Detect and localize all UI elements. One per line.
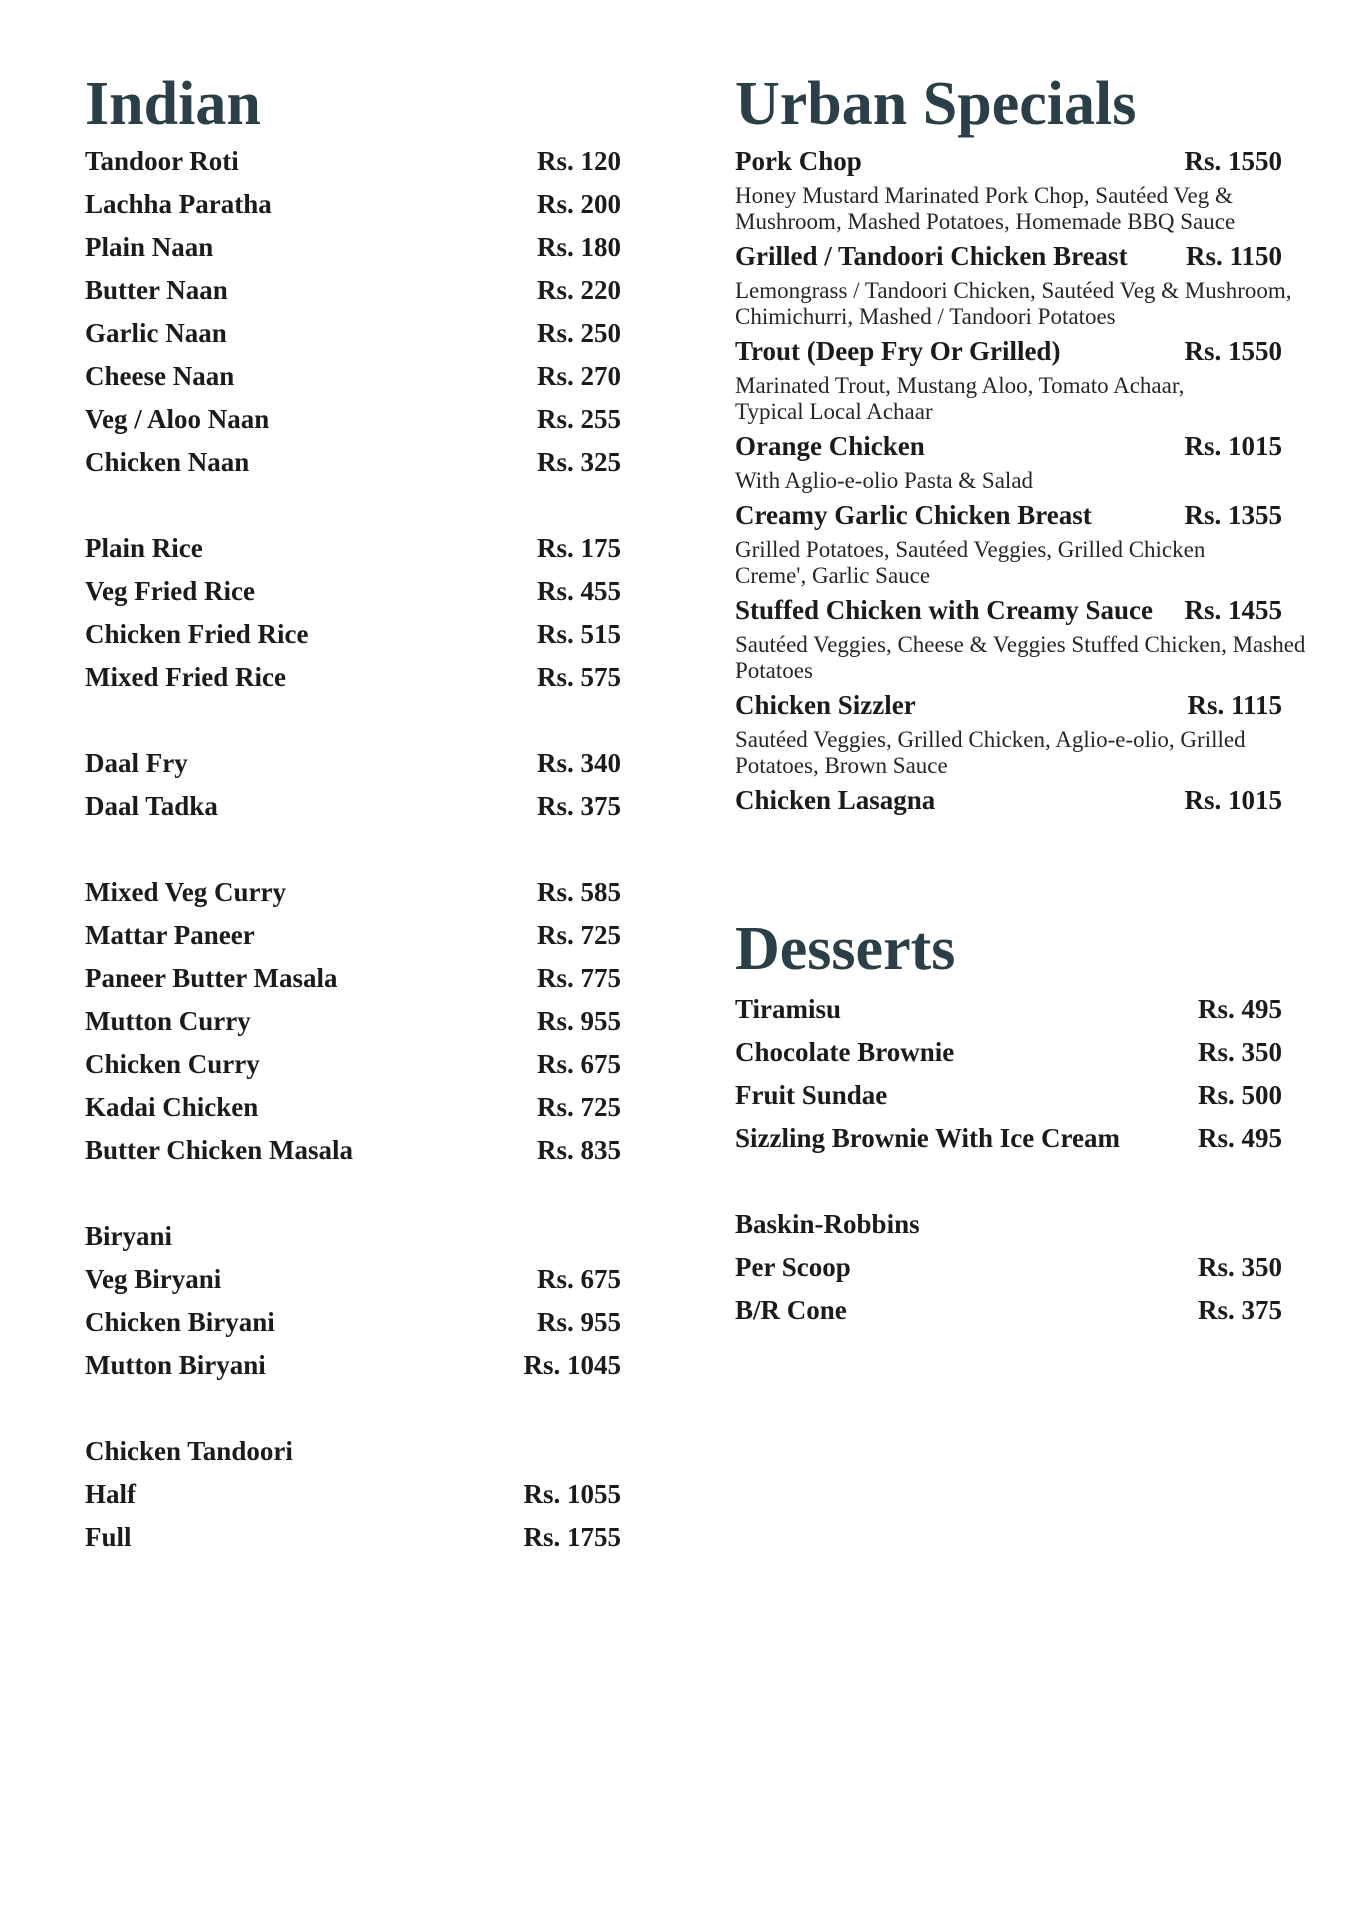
item-price: Rs. 500 [1197, 1080, 1282, 1110]
item-price: Rs. 1015 [1184, 431, 1282, 461]
menu-group [85, 1430, 621, 1559]
item-name: Chicken Sizzler [735, 690, 916, 720]
menu-item-row [735, 140, 1282, 183]
menu-entry [735, 684, 1282, 779]
menu-entry [735, 425, 1282, 494]
item-price: Rs. 1115 [1187, 690, 1282, 720]
section-title-urban-specials: Urban Specials [735, 70, 1137, 138]
section-urban-specials [735, 70, 1306, 822]
item-price: Rs. 1055 [523, 1479, 621, 1509]
item-name: Pork Chop [735, 146, 862, 176]
item-name: Trout (Deep Fry Or Grilled) [735, 336, 1061, 366]
menu-item-row [85, 527, 621, 570]
item-name: Creamy Garlic Chicken Breast [735, 500, 1092, 530]
indian-item-list [85, 140, 621, 1559]
section-title-indian: Indian [85, 70, 261, 138]
menu-entry [735, 330, 1282, 425]
item-price: Rs. 1355 [1184, 500, 1282, 530]
menu-item-row [85, 570, 621, 613]
menu-group [85, 1215, 621, 1387]
item-description-line: Sautéed Veggies, Cheese & Veggies Stuffed Chicken, Mashed [735, 632, 1306, 657]
item-price: Rs. 375 [536, 791, 621, 821]
urban-specials-entry-list [735, 140, 1306, 822]
item-price: Rs. 340 [536, 748, 621, 778]
menu-item-row [85, 785, 621, 828]
item-name: Fruit Sundae [735, 1080, 888, 1110]
item-description-line: Grilled Potatoes, Sautéed Veggies, Grilled Chicken [735, 537, 1206, 562]
item-name: Garlic Naan [85, 318, 227, 348]
subheader-label: Baskin-Robbins [735, 1209, 920, 1239]
menu-item-row [85, 183, 621, 226]
menu-entry [735, 235, 1292, 330]
menu-group [85, 140, 621, 484]
item-description-line: With Aglio-e-olio Pasta & Salad [735, 468, 1034, 493]
item-name: Butter Naan [85, 275, 228, 305]
right-column [735, 0, 1306, 1920]
item-name: Mattar Paneer [85, 920, 255, 950]
item-name: Veg Fried Rice [85, 576, 255, 606]
item-name: Veg Biryani [85, 1264, 222, 1294]
menu-entry [735, 779, 1282, 822]
item-price: Rs. 255 [536, 404, 621, 434]
menu-item-row [85, 1516, 621, 1559]
menu-item-row [735, 330, 1282, 373]
section-title-desserts: Desserts [735, 915, 956, 983]
item-name: Sizzling Brownie With Ice Cream [735, 1123, 1120, 1153]
item-price: Rs. 200 [536, 189, 621, 219]
item-price: Rs. 1455 [1184, 595, 1282, 625]
menu-item-row [735, 235, 1282, 278]
item-price: Rs. 1755 [523, 1522, 621, 1552]
item-description-line: Chimichurri, Mashed / Tandoori Potatoes [735, 304, 1116, 329]
menu-group [85, 742, 621, 828]
menu-entry [735, 140, 1282, 235]
menu-item-row [85, 441, 621, 484]
subheader-label: Chicken Tandoori [85, 1436, 293, 1466]
item-price: Rs. 270 [536, 361, 621, 391]
menu-item-row [735, 684, 1282, 727]
item-price: Rs. 515 [536, 619, 621, 649]
item-name: B/R Cone [735, 1295, 847, 1325]
menu-item-row [85, 1086, 621, 1129]
item-price: Rs. 1150 [1185, 241, 1282, 271]
item-price: Rs. 495 [1197, 1123, 1282, 1153]
item-price: Rs. 250 [536, 318, 621, 348]
menu-item-row [85, 613, 621, 656]
menu-item-row [85, 914, 621, 957]
item-price: Rs. 1015 [1184, 785, 1282, 815]
item-price: Rs. 1550 [1184, 336, 1282, 366]
menu-entry [735, 494, 1282, 589]
item-name: Daal Tadka [85, 791, 218, 821]
item-price: Rs. 675 [536, 1049, 621, 1079]
menu-item-row [85, 1129, 621, 1172]
item-price: Rs. 775 [536, 963, 621, 993]
menu-subheader-row [85, 1215, 621, 1258]
item-name: Grilled / Tandoori Chicken Breast [735, 241, 1128, 271]
item-price: Rs. 180 [536, 232, 621, 262]
item-description-line: Potatoes, Brown Sauce [735, 753, 948, 778]
menu-item-row [735, 425, 1282, 468]
menu-item-row [85, 1043, 621, 1086]
menu-item-row [735, 494, 1282, 537]
item-name: Plain Naan [85, 232, 214, 262]
menu-item-row [735, 1289, 1282, 1332]
item-name: Chicken Naan [85, 447, 250, 477]
menu-item-row [735, 988, 1282, 1031]
item-description-line: Lemongrass / Tandoori Chicken, Sautéed Veg & Mushroom, [735, 278, 1292, 303]
item-name: Paneer Butter Masala [85, 963, 338, 993]
item-price: Rs. 725 [536, 1092, 621, 1122]
menu-item-row [735, 1117, 1282, 1160]
item-price: Rs. 585 [536, 877, 621, 907]
item-description-line: Potatoes [735, 658, 813, 683]
item-price: Rs. 120 [536, 146, 621, 176]
item-price: Rs. 350 [1197, 1037, 1282, 1067]
item-name: Tandoor Roti [85, 146, 239, 176]
item-name: Daal Fry [85, 748, 188, 778]
section-indian [85, 70, 621, 1559]
menu-item-row [85, 1344, 621, 1387]
item-description-line: Mushroom, Mashed Potatoes, Homemade BBQ Sauce [735, 209, 1236, 234]
menu-subheader-row [735, 1203, 1282, 1246]
menu-item-row [85, 269, 621, 312]
item-name: Butter Chicken Masala [85, 1135, 353, 1165]
item-description-line: Marinated Trout, Mustang Aloo, Tomato Achaar, [735, 373, 1185, 398]
item-name: Plain Rice [85, 533, 203, 563]
item-price: Rs. 955 [536, 1307, 621, 1337]
item-name: Kadai Chicken [85, 1092, 259, 1122]
desserts-item-list [735, 988, 1282, 1332]
menu-item-row [85, 1258, 621, 1301]
item-price: Rs. 220 [536, 275, 621, 305]
item-price: Rs. 725 [536, 920, 621, 950]
item-name: Half [85, 1479, 136, 1509]
item-name: Chicken Biryani [85, 1307, 275, 1337]
item-description-line: Sautéed Veggies, Grilled Chicken, Aglio-e-olio, Grilled [735, 727, 1246, 752]
menu-group [85, 527, 621, 699]
subheader-label: Biryani [85, 1221, 173, 1251]
menu-group [85, 871, 621, 1172]
menu-group [735, 1203, 1282, 1332]
menu-item-row [85, 226, 621, 269]
menu-item-row [85, 312, 621, 355]
item-description-line: Creme', Garlic Sauce [735, 563, 931, 588]
item-price: Rs. 350 [1197, 1252, 1282, 1282]
left-column [85, 0, 621, 1920]
menu-item-row [735, 1031, 1282, 1074]
item-name: Mutton Curry [85, 1006, 251, 1036]
menu-item-row [735, 779, 1282, 822]
item-price: Rs. 955 [536, 1006, 621, 1036]
menu-item-row [85, 140, 621, 183]
item-price: Rs. 675 [536, 1264, 621, 1294]
item-name: Stuffed Chicken with Creamy Sauce [735, 595, 1153, 625]
item-name: Chicken Curry [85, 1049, 260, 1079]
item-name: Mixed Fried Rice [85, 662, 286, 692]
item-name: Chocolate Brownie [735, 1037, 955, 1067]
item-description-line: Typical Local Achaar [735, 399, 933, 424]
item-name: Chicken Fried Rice [85, 619, 309, 649]
item-name: Lachha Paratha [85, 189, 272, 219]
menu-entry [735, 589, 1306, 684]
menu-group [735, 988, 1282, 1160]
item-price: Rs. 1550 [1184, 146, 1282, 176]
section-desserts [735, 915, 1282, 1332]
item-price: Rs. 1045 [523, 1350, 621, 1380]
item-name: Cheese Naan [85, 361, 235, 391]
item-name: Per Scoop [735, 1252, 851, 1282]
menu-item-row [85, 1301, 621, 1344]
item-name: Veg / Aloo Naan [85, 404, 270, 434]
item-price: Rs. 495 [1197, 994, 1282, 1024]
item-price: Rs. 175 [536, 533, 621, 563]
item-name: Mixed Veg Curry [85, 877, 286, 907]
menu-item-row [735, 1074, 1282, 1117]
item-price: Rs. 455 [536, 576, 621, 606]
menu-item-row [735, 1246, 1282, 1289]
item-name: Orange Chicken [735, 431, 925, 461]
menu-item-row [85, 656, 621, 699]
menu-item-row [85, 1000, 621, 1043]
item-name: Full [85, 1522, 132, 1552]
item-price: Rs. 575 [536, 662, 621, 692]
item-name: Mutton Biryani [85, 1350, 266, 1380]
menu-item-row [85, 355, 621, 398]
menu-item-row [85, 957, 621, 1000]
item-price: Rs. 325 [536, 447, 621, 477]
item-price: Rs. 835 [536, 1135, 621, 1165]
menu-item-row [85, 1473, 621, 1516]
menu-item-row [85, 742, 621, 785]
item-description-line: Honey Mustard Marinated Pork Chop, Sautéed Veg & [735, 183, 1233, 208]
menu-item-row [735, 589, 1282, 632]
menu-subheader-row [85, 1430, 621, 1473]
menu-item-row [85, 871, 621, 914]
item-price: Rs. 375 [1197, 1295, 1282, 1325]
item-name: Tiramisu [735, 994, 842, 1024]
menu-item-row [85, 398, 621, 441]
item-name: Chicken Lasagna [735, 785, 936, 815]
